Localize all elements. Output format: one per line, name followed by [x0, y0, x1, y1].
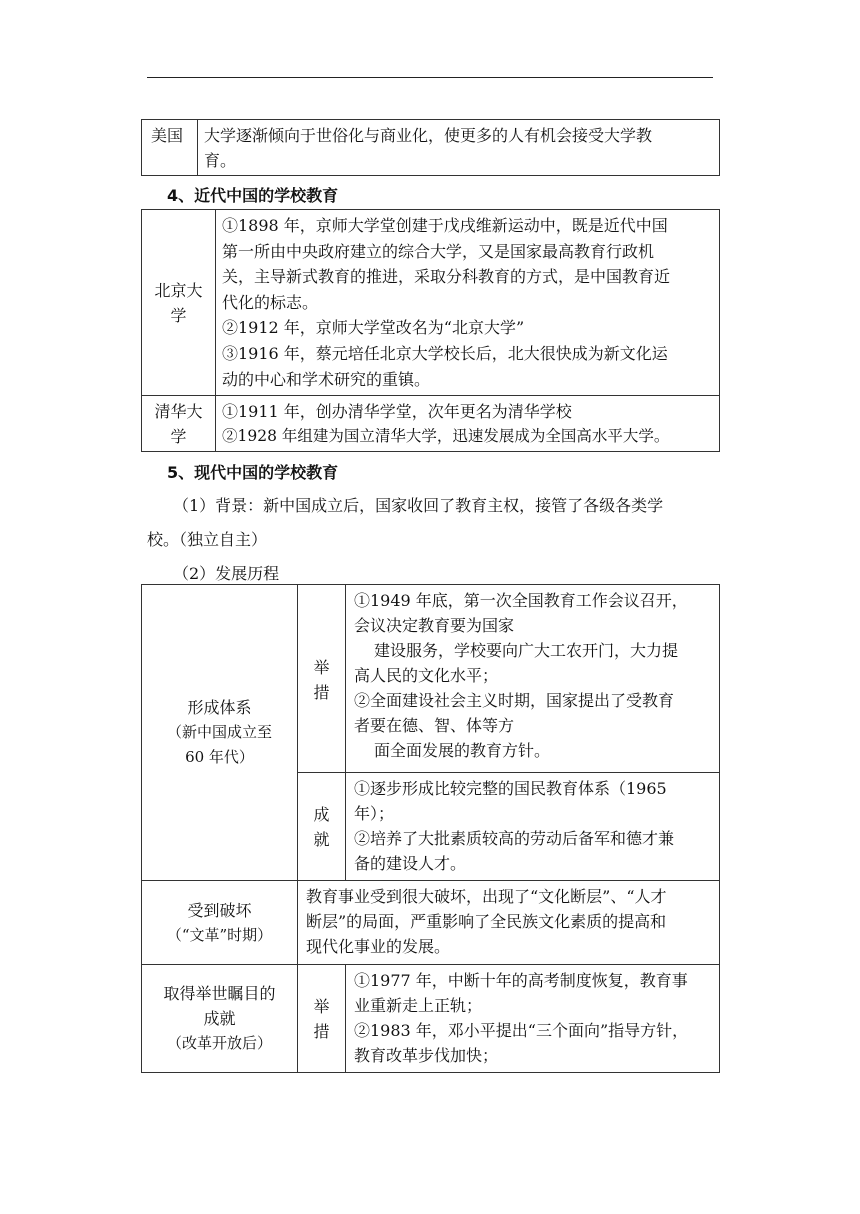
- text-line: 大学逐渐倾向于世俗化与商业化，使更多的人有机会接受大学教: [204, 126, 653, 145]
- measure-line: ①1949 年底，第一次全国教育工作会议召开，: [354, 591, 688, 610]
- usa-table: [141, 119, 720, 176]
- results-label: 就: [313, 829, 330, 849]
- stage-period: 60 年代）: [185, 748, 254, 766]
- university-history-cell: [216, 210, 720, 396]
- measure-line: ②1983 年，邓小平提出“三个面向”指导方针，: [354, 1021, 689, 1040]
- text-line: 育。: [204, 151, 237, 170]
- results-cell: [346, 773, 720, 881]
- stage-period: （“文革”时期）: [166, 925, 273, 944]
- result-line: ①逐步形成比较完整的国民教育体系（1965: [354, 779, 667, 798]
- university-history-cell: [216, 396, 720, 452]
- stage-name-cell: [142, 965, 298, 1073]
- measure-line: 会议决定教育要为国家: [354, 616, 515, 635]
- university-name: 学: [170, 426, 187, 446]
- measures-label: 措: [313, 1021, 330, 1041]
- history-line: 关，主导新式教育的推进，采取分科教育的方式，是中国教育近: [222, 267, 671, 287]
- development-table: [141, 584, 720, 1073]
- destroyed-description-cell: [298, 881, 720, 965]
- measures-cell: [346, 585, 720, 773]
- stage-period: （新中国成立至: [166, 723, 272, 741]
- measure-line: 者要在德、智、体等方: [354, 716, 515, 735]
- development-label: （2）发展历程: [173, 564, 280, 583]
- measure-line: 业重新走上正轨；: [354, 996, 483, 1015]
- results-label: 成: [313, 804, 330, 824]
- measure-line: ②全面建设社会主义时期，国家提出了受教育: [354, 691, 675, 710]
- history-line: ③1916 年，蔡元培任北京大学校长后，北大很快成为新文化运: [222, 343, 668, 363]
- stage-name-cell: [142, 881, 298, 965]
- university-name-cell: [142, 210, 216, 396]
- country-cell: [142, 120, 198, 176]
- results-label-cell: [298, 773, 346, 881]
- background-line: （1）背景：新中国成立后，国家收回了教育主权，接管了各级各类学: [173, 496, 664, 515]
- measures-cell: [346, 965, 720, 1073]
- measures-label: 举: [313, 996, 330, 1016]
- history-line: 代化的标志。: [222, 292, 319, 312]
- description-line: 现代化事业的发展。: [306, 937, 451, 956]
- measures-label-cell: [298, 585, 346, 773]
- description-line: 教育事业受到很大破坏，出现了“文化断层”、“人才: [306, 887, 667, 906]
- history-line: ①1898 年，京师大学堂创建于戊戌维新运动中，既是近代中国: [222, 216, 668, 235]
- section5-heading: 5、现代中国的学校教育: [167, 463, 339, 482]
- university-name-cell: [142, 396, 216, 452]
- description-line: 断层”的局面，严重影响了全民族文化素质的提高和: [306, 912, 667, 931]
- history-line: 动的中心和学术研究的重镇。: [222, 369, 431, 389]
- history-line: ②1928 年组建为国立清华大学，迅速发展成为全国高水平大学。: [222, 427, 670, 445]
- modern-china-universities-table: [141, 209, 720, 452]
- measure-line: 面全面发展的教育方针。: [374, 741, 551, 760]
- measure-line: 建设服务，学校要向广大工农开门，大力提: [374, 641, 679, 660]
- result-line: ②培养了大批素质较高的劳动后备军和德才兼: [354, 829, 675, 848]
- result-line: 备的建设人才。: [354, 854, 467, 873]
- stage-name: 成就: [203, 1009, 236, 1028]
- history-line: ②1912 年，京师大学堂改名为“北京大学”: [222, 318, 525, 338]
- university-name: 清华大: [154, 401, 203, 421]
- measure-line: 教育改革步伐加快；: [354, 1046, 499, 1065]
- section4-heading: 4、近代中国的学校教育: [167, 186, 339, 205]
- usa-description-cell: [198, 120, 720, 176]
- stage-name: 受到破坏: [187, 900, 252, 920]
- measure-line: 高人民的文化水平；: [354, 666, 499, 685]
- stage-name: 取得举世瞩目的: [163, 984, 276, 1003]
- measures-label: 措: [313, 683, 330, 702]
- background-paragraph: [147, 492, 717, 554]
- university-name: 北京大: [154, 280, 203, 300]
- country-name: 美国: [151, 126, 184, 145]
- stage-name: 形成体系: [187, 698, 252, 717]
- history-line: ①1911 年，创办清华学堂，次年更名为清华学校: [222, 402, 572, 421]
- result-line: 年）；: [354, 804, 395, 823]
- measure-line: ①1977 年，中断十年的高考制度恢复，教育事: [354, 971, 688, 990]
- header-rule: [147, 77, 713, 78]
- measures-label-cell: [298, 965, 346, 1073]
- university-name: 学: [170, 305, 187, 325]
- background-line: 校。（独立自主）: [147, 530, 268, 549]
- stage-period: （改革开放后）: [166, 1034, 272, 1052]
- measures-label: 举: [313, 658, 330, 677]
- history-line: 第一所由中央政府建立的综合大学，又是国家最高教育行政机: [222, 241, 655, 261]
- stage-name-cell: [142, 585, 298, 881]
